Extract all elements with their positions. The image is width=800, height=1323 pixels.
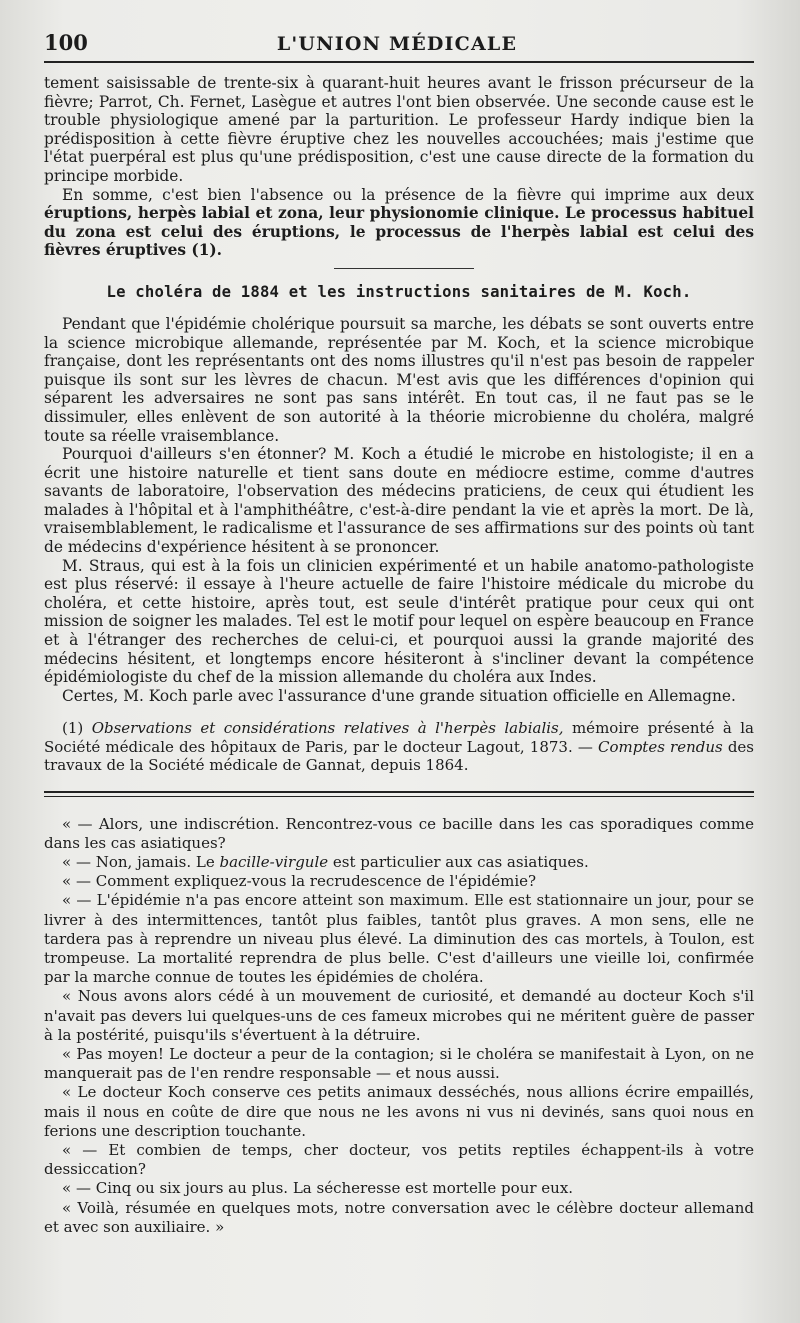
footnote-end: des travaux de la Société médicale de Gannat, depuis 1864. xyxy=(44,737,754,775)
section-separator-rule xyxy=(334,268,474,269)
dialogue-line-10: « Voilà, résumée en quelques mots, notre conversation avec le célèbre docteur allemand et avec son auxiliaire. » xyxy=(44,1198,754,1236)
footnote-title: Observations et considérations relatives à l'herpès labialis, xyxy=(91,719,564,738)
dialogue-line-8: « — Et combien de temps, cher docteur, vos petits reptiles échappent-ils à votre dessiccation? xyxy=(44,1141,754,1179)
intro-paragraph-2-start: En somme, c'est bien l'absence ou la présence de la fièvre qui imprime aux deux xyxy=(62,185,754,204)
dialogue-line-1: « — Alors, une indiscrétion. Rencontrez-vous ce bacille dans les cas sporadiques comme dans les cas asiatiques? xyxy=(44,814,754,852)
footnote-mid: mémoire présenté à la Société médicale des hôpitaux de Paris, par le docteur Lagout, 1873. — xyxy=(44,719,754,756)
section-paragraph-2: Pourquoi d'ailleurs s'en étonner? M. Koch a étudié le microbe en histologiste; il en a écrit une histoire naturelle et tient sans doute en médiocre estime, comme d'autres savants de laboratoire, l'observation des médecins praticiens, de ceux qui étudient les malades à l'hôpital et à l'amphithéâtre, c'est-à-dire pendant la vie et après la mort. De là, vraisemblablement, le radicalisme et l'assurance de ses affirmations sur des points où tant de médecins d'expérience hésitent à se prononcer. xyxy=(44,445,754,557)
dialogue-line-6: « Pas moyen! Le docteur a peur de la contagion; si le choléra se manifestait à Lyon, on ne manquerait pas de l'en rendre responsable — et nous aussi. xyxy=(44,1045,754,1083)
section-paragraph-4: Certes, M. Koch parle avec l'assurance d'une grande situation officielle en Allemagne. xyxy=(62,686,736,705)
dialogue-line-9: « — Cinq ou six jours au plus. La sécheresse est mortelle pour eux. xyxy=(62,1179,574,1198)
dialogue-line-3: « — Comment expliquez-vous la recrudescence de l'épidémie? xyxy=(62,872,537,891)
feuilleton-separator-rule xyxy=(44,791,754,797)
intro-paragraph-1: tement saisissable de trente-six à quarant-huit heures avant le frisson précurseur de la fièvre; Parrot, Ch. Fernet, Lasègue et autres l'ont bien observée. Une seconde cause est le trouble physiologique amené par la parturition. Le professeur Hardy indique bien la prédisposition à cette fièvre éruptive chez les nouvelles accouchées; mais j'estime que l'état puerpéral est plus qu'une prédisposition, c'est une cause directe de la formation du principe morbide. xyxy=(44,74,754,185)
section-paragraph-3: M. Straus, qui est à la fois un clinicien expérimenté et un habile anatomo-pathologiste est plus réservé: il essaye à l'heure actuelle de faire l'histoire médicale du microbe du choléra, et cette histoire, après tout, est seule d'intérêt pratique pour ceux qui ont mission de soigner les malades. Tel est le motif pour lequel on espère beaucoup en France et à l'étranger des recherches de celui-ci, et pourquoi aussi la grande majorité des médecins hésitent, et longtemps encore hésiteront à s'incliner devant la compétence épidémiologiste du chef de la mission allemande du choléra aux Indes. xyxy=(44,556,754,687)
intro-paragraph-2-bold: éruptions, herpès labial et zona, leur physionomie clinique. Le processus habituel du zona est celui des éruptions, le processus de l'herpès labial est celui des fièvres éruptives (1). xyxy=(44,204,754,260)
dialogue-line-2 xyxy=(44,853,754,872)
intro-paragraph-2 xyxy=(44,186,754,260)
dialogue-line-2-post: est particulier aux cas asiatiques. xyxy=(328,853,589,872)
page-header xyxy=(44,30,754,63)
dialogue-line-7: « Le docteur Koch conserve ces petits animaux desséchés, nous allions écrire empaillés, mais il nous en coûte de dire que nous ne les avons ni vus ni devinés, sans quoi nous en ferions une description touchante. xyxy=(44,1083,754,1140)
footnote-italic-2: Comptes rendus xyxy=(597,737,723,756)
page-number: 100 xyxy=(44,30,88,55)
dialogue-line-5: « Nous avons alors cédé à un mouvement de curiosité, et demandé au docteur Koch s'il n'avait pas devers lui quelques-uns de ces fameux microbes qui ne méritent guère de passer à la postérité, puisqu'ils s'évertuent à la détruire. xyxy=(44,987,754,1044)
footnote xyxy=(44,719,754,774)
section-paragraph-1: Pendant que l'épidémie cholérique poursuit sa marche, les débats se sont ouverts entre la science microbique allemande, représentée par M. Koch, et la science microbique française, dont les représentants ont des noms illustres qu'il n'est pas besoin de rappeler puisque ils sont sur les lèvres de chacun. M'est avis que les différences d'opinion qui séparent les adversaires ne sont pas sans intérêt. En tout cas, il ne faut pas se le dissimuler, elles enlèvent de son autorité à la théorie microbienne du choléra, malgré toute sa réelle vraisemblance. xyxy=(44,314,754,445)
dialogue-line-2-pre: « — Non, jamais. Le xyxy=(62,853,220,872)
footnote-text xyxy=(44,719,754,774)
running-title: L'UNION MÉDICALE xyxy=(276,33,518,55)
dialogue-line-2-italic: bacille-virgule xyxy=(219,853,329,872)
footnote-marker: (1) xyxy=(62,719,84,738)
section-title: Le choléra de 1884 et les instructions sanitaires de M. Koch. xyxy=(106,282,692,301)
dialogue-line-4: « — L'épidémie n'a pas encore atteint son maximum. Elle est stationnaire un jour, pour se livrer à des intermittences, tantôt plus faibles, tantôt plus graves. A mon sens, elle ne tardera pas à reprendre un niveau plus élevé. La diminution des cas mortels, à Toulon, est trompeuse. La mortalité reprendra de plus belle. C'est d'ailleurs une vieille loi, confirmée par la marche connue de toutes les épidémies de choléra. xyxy=(44,891,754,987)
dialogue-section xyxy=(44,815,754,1237)
